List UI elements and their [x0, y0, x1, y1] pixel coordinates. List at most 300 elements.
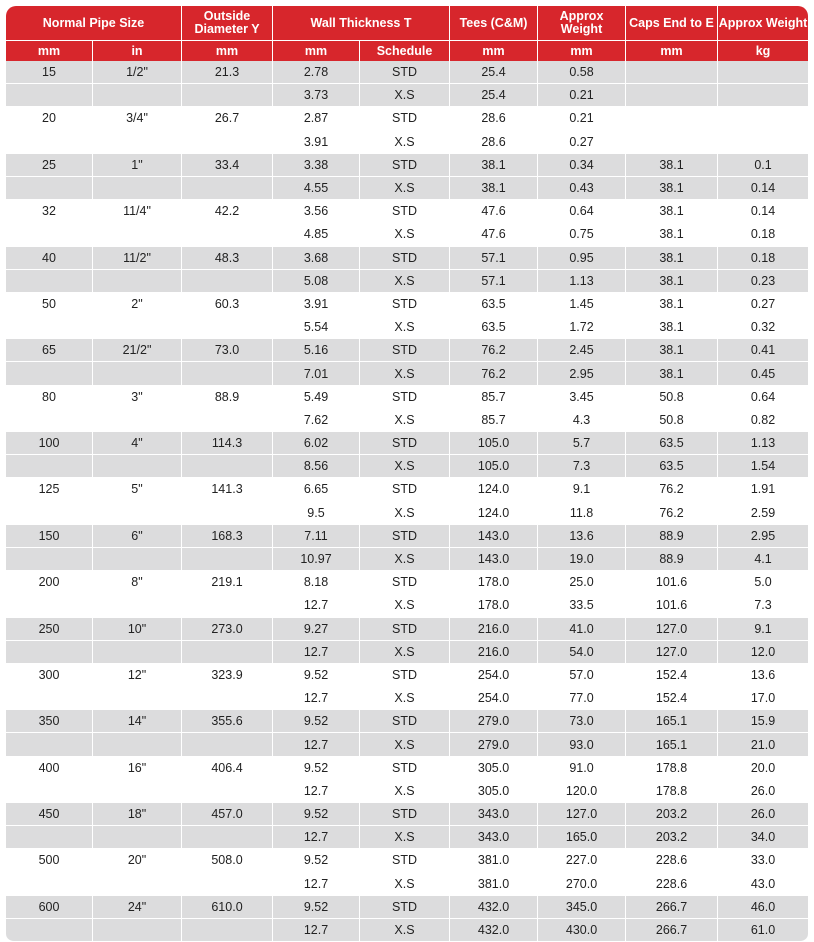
table-cell: 60.3 — [182, 293, 273, 316]
table-cell: 0.23 — [718, 270, 808, 293]
table-cell: 1.13 — [538, 270, 626, 293]
table-cell: 38.1 — [626, 316, 718, 339]
table-cell — [6, 316, 93, 339]
table-cell: 266.7 — [626, 919, 718, 942]
table-cell — [6, 919, 93, 942]
table-cell: 48.3 — [182, 247, 273, 270]
table-cell: 3.45 — [538, 386, 626, 409]
table-cell — [93, 362, 182, 385]
table-cell — [93, 409, 182, 432]
table-cell — [93, 873, 182, 896]
table-cell: 7.01 — [273, 362, 360, 385]
table-cell — [93, 84, 182, 107]
table-cell: 600 — [6, 896, 93, 919]
table-cell: 2.59 — [718, 502, 808, 525]
table-cell: 0.75 — [538, 223, 626, 246]
header-caps-end: Caps End to E — [626, 6, 718, 41]
table-cell: X.S — [360, 502, 450, 525]
table-cell: X.S — [360, 641, 450, 664]
table-cell: 450 — [6, 803, 93, 826]
table-cell: 47.6 — [450, 200, 538, 223]
table-cell — [182, 84, 273, 107]
header-tees: Tees (C&M) — [450, 6, 538, 41]
table-cell: 50.8 — [626, 386, 718, 409]
table-cell: 141.3 — [182, 478, 273, 501]
table-cell: 105.0 — [450, 455, 538, 478]
table-cell: 21.3 — [182, 61, 273, 84]
table-cell: 3.73 — [273, 84, 360, 107]
table-cell: 305.0 — [450, 757, 538, 780]
table-cell: 2.95 — [718, 525, 808, 548]
table-cell: STD — [360, 525, 450, 548]
table-cell: STD — [360, 664, 450, 687]
table-body — [6, 61, 808, 942]
table-cell: 5.54 — [273, 316, 360, 339]
table-cell: 355.6 — [182, 710, 273, 733]
table-cell — [182, 270, 273, 293]
table-cell: 279.0 — [450, 733, 538, 756]
table-cell — [182, 641, 273, 664]
table-row — [6, 687, 808, 710]
table-cell: STD — [360, 200, 450, 223]
table-cell: 350 — [6, 710, 93, 733]
table-cell — [6, 131, 93, 154]
table-cell — [93, 826, 182, 849]
table-row — [6, 247, 808, 270]
table-cell: 0.18 — [718, 223, 808, 246]
table-cell — [6, 873, 93, 896]
table-cell — [93, 223, 182, 246]
table-cell: X.S — [360, 316, 450, 339]
table-cell — [93, 641, 182, 664]
table-row — [6, 896, 808, 919]
table-cell: 12.7 — [273, 780, 360, 803]
table-cell: 127.0 — [626, 618, 718, 641]
table-row — [6, 710, 808, 733]
table-cell: 7.3 — [538, 455, 626, 478]
table-cell: 77.0 — [538, 687, 626, 710]
table-cell: 88.9 — [182, 386, 273, 409]
table-row — [6, 270, 808, 293]
table-cell — [6, 826, 93, 849]
table-cell: STD — [360, 757, 450, 780]
table-cell: 76.2 — [626, 502, 718, 525]
table-cell: 9.27 — [273, 618, 360, 641]
table-cell — [6, 455, 93, 478]
table-cell: 0.27 — [718, 293, 808, 316]
table-cell: 28.6 — [450, 107, 538, 130]
table-row — [6, 61, 808, 84]
table-cell: 216.0 — [450, 641, 538, 664]
table-cell: 254.0 — [450, 687, 538, 710]
table-cell — [626, 61, 718, 84]
table-cell: 270.0 — [538, 873, 626, 896]
table-cell: 4.3 — [538, 409, 626, 432]
table-cell: X.S — [360, 455, 450, 478]
table-cell: 124.0 — [450, 502, 538, 525]
table-cell: 6" — [93, 525, 182, 548]
table-cell — [6, 362, 93, 385]
table-cell: 125 — [6, 478, 93, 501]
table-cell — [93, 780, 182, 803]
table-cell: 85.7 — [450, 409, 538, 432]
table-cell: 0.82 — [718, 409, 808, 432]
table-cell: 143.0 — [450, 548, 538, 571]
table-cell: 0.1 — [718, 154, 808, 177]
table-cell: 3.91 — [273, 293, 360, 316]
table-row — [6, 525, 808, 548]
table-row — [6, 409, 808, 432]
table-cell — [93, 270, 182, 293]
table-cell: 219.1 — [182, 571, 273, 594]
table-cell: 279.0 — [450, 710, 538, 733]
table-cell: 57.0 — [538, 664, 626, 687]
table-cell: STD — [360, 710, 450, 733]
table-row — [6, 548, 808, 571]
table-cell: 152.4 — [626, 664, 718, 687]
table-cell: 38.1 — [626, 339, 718, 362]
table-cell: 0.64 — [538, 200, 626, 223]
table-cell — [182, 826, 273, 849]
table-cell: STD — [360, 107, 450, 130]
table-cell: 12" — [93, 664, 182, 687]
table-cell: 127.0 — [626, 641, 718, 664]
table-cell: 432.0 — [450, 896, 538, 919]
table-cell: 0.14 — [718, 200, 808, 223]
table-row — [6, 223, 808, 246]
table-cell: 11/4" — [93, 200, 182, 223]
table-cell: STD — [360, 896, 450, 919]
table-cell: 76.2 — [450, 362, 538, 385]
table-cell: 1.13 — [718, 432, 808, 455]
table-cell: 228.6 — [626, 849, 718, 872]
table-cell: 508.0 — [182, 849, 273, 872]
table-cell: STD — [360, 571, 450, 594]
table-cell: 88.9 — [626, 525, 718, 548]
table-cell: 21/2" — [93, 339, 182, 362]
table-cell: 20" — [93, 849, 182, 872]
table-cell: 9.52 — [273, 710, 360, 733]
table-cell — [626, 131, 718, 154]
table-cell: 38.1 — [450, 177, 538, 200]
table-cell — [718, 84, 808, 107]
table-cell — [93, 177, 182, 200]
table-cell: 26.0 — [718, 803, 808, 826]
table-cell: X.S — [360, 223, 450, 246]
table-cell — [718, 131, 808, 154]
table-cell: X.S — [360, 270, 450, 293]
table-cell: 34.0 — [718, 826, 808, 849]
table-row — [6, 826, 808, 849]
table-cell: 228.6 — [626, 873, 718, 896]
table-cell: 40 — [6, 247, 93, 270]
table-cell: 143.0 — [450, 525, 538, 548]
table-cell: X.S — [360, 919, 450, 942]
table-cell: 7.3 — [718, 594, 808, 617]
table-cell: 101.6 — [626, 571, 718, 594]
table-cell: 8.18 — [273, 571, 360, 594]
table-cell: 26.7 — [182, 107, 273, 130]
table-cell: 200 — [6, 571, 93, 594]
table-cell: 57.1 — [450, 247, 538, 270]
table-cell: 0.14 — [718, 177, 808, 200]
table-cell: 8.56 — [273, 455, 360, 478]
unit-cell: mm — [273, 41, 360, 61]
table-cell: 65 — [6, 339, 93, 362]
table-row — [6, 177, 808, 200]
header-approx-weight-caps: Approx Weight — [718, 6, 808, 41]
table-cell: 1/2" — [93, 61, 182, 84]
table-cell: 5" — [93, 478, 182, 501]
table-row — [6, 849, 808, 872]
unit-cell: in — [93, 41, 182, 61]
table-cell: 4.55 — [273, 177, 360, 200]
table-cell: 38.1 — [450, 154, 538, 177]
table-cell: 150 — [6, 525, 93, 548]
table-cell: 32 — [6, 200, 93, 223]
table-cell: 57.1 — [450, 270, 538, 293]
table-cell: 0.64 — [718, 386, 808, 409]
table-cell: 114.3 — [182, 432, 273, 455]
table-cell: 38.1 — [626, 270, 718, 293]
table-cell: 9.1 — [718, 618, 808, 641]
unit-cell: mm — [182, 41, 273, 61]
table-cell — [182, 502, 273, 525]
table-cell — [6, 594, 93, 617]
table-cell: STD — [360, 803, 450, 826]
unit-cell: kg — [718, 41, 808, 61]
table-cell: 33.0 — [718, 849, 808, 872]
table-cell: 76.2 — [626, 478, 718, 501]
table-cell: 343.0 — [450, 826, 538, 849]
table-cell: 127.0 — [538, 803, 626, 826]
table-row — [6, 641, 808, 664]
table-cell: 7.62 — [273, 409, 360, 432]
table-cell: 38.1 — [626, 362, 718, 385]
table-cell — [93, 502, 182, 525]
table-cell: 1.91 — [718, 478, 808, 501]
table-cell: 33.5 — [538, 594, 626, 617]
table-cell — [93, 548, 182, 571]
table-cell: 5.08 — [273, 270, 360, 293]
table-cell: 11/2" — [93, 247, 182, 270]
table-cell: X.S — [360, 733, 450, 756]
table-cell: 21.0 — [718, 733, 808, 756]
table-row — [6, 757, 808, 780]
table-cell: 0.95 — [538, 247, 626, 270]
table-cell — [182, 594, 273, 617]
table-cell: 11.8 — [538, 502, 626, 525]
table-cell: 5.7 — [538, 432, 626, 455]
table-cell: 15.9 — [718, 710, 808, 733]
pipe-fittings-table-container — [6, 6, 808, 942]
table-cell: 178.8 — [626, 780, 718, 803]
table-cell: 10" — [93, 618, 182, 641]
table-cell: X.S — [360, 131, 450, 154]
table-row — [6, 200, 808, 223]
table-cell: 12.0 — [718, 641, 808, 664]
table-cell — [718, 61, 808, 84]
table-cell — [6, 733, 93, 756]
table-row — [6, 339, 808, 362]
table-cell — [182, 177, 273, 200]
table-cell — [182, 455, 273, 478]
table-cell: 10.97 — [273, 548, 360, 571]
table-cell: 13.6 — [538, 525, 626, 548]
table-cell: 46.0 — [718, 896, 808, 919]
table-cell: STD — [360, 339, 450, 362]
table-cell: 345.0 — [538, 896, 626, 919]
table-cell: 178.8 — [626, 757, 718, 780]
table-cell: 76.2 — [450, 339, 538, 362]
table-row — [6, 154, 808, 177]
table-cell — [6, 270, 93, 293]
table-cell: 61.0 — [718, 919, 808, 942]
table-cell: STD — [360, 432, 450, 455]
table-cell: 3" — [93, 386, 182, 409]
table-cell: 18" — [93, 803, 182, 826]
table-cell: 16" — [93, 757, 182, 780]
table-cell: 4" — [93, 432, 182, 455]
unit-cell: mm — [626, 41, 718, 61]
table-cell: STD — [360, 61, 450, 84]
table-cell: 1.45 — [538, 293, 626, 316]
table-cell — [6, 409, 93, 432]
table-cell: 254.0 — [450, 664, 538, 687]
table-cell: 4.1 — [718, 548, 808, 571]
table-cell: 93.0 — [538, 733, 626, 756]
table-cell: 63.5 — [626, 432, 718, 455]
table-cell — [6, 687, 93, 710]
table-cell: 3.68 — [273, 247, 360, 270]
unit-cell: mm — [450, 41, 538, 61]
table-cell — [6, 502, 93, 525]
table-cell — [182, 316, 273, 339]
table-cell: 38.1 — [626, 200, 718, 223]
table-cell: 25.0 — [538, 571, 626, 594]
table-row — [6, 386, 808, 409]
table-cell: 12.7 — [273, 641, 360, 664]
table-cell: 17.0 — [718, 687, 808, 710]
table-cell: 105.0 — [450, 432, 538, 455]
table-cell: 38.1 — [626, 247, 718, 270]
table-cell: 227.0 — [538, 849, 626, 872]
table-row — [6, 131, 808, 154]
table-cell: X.S — [360, 548, 450, 571]
table-cell: 14" — [93, 710, 182, 733]
table-cell: 2.45 — [538, 339, 626, 362]
table-cell: X.S — [360, 780, 450, 803]
table-cell: 1.72 — [538, 316, 626, 339]
table-cell: 26.0 — [718, 780, 808, 803]
table-cell: X.S — [360, 409, 450, 432]
header-approx-weight-tees: Approx Weight — [538, 6, 626, 41]
table-cell: 432.0 — [450, 919, 538, 942]
table-cell: 9.52 — [273, 803, 360, 826]
table-row — [6, 919, 808, 942]
table-row — [6, 780, 808, 803]
table-cell: STD — [360, 849, 450, 872]
table-cell: 1.54 — [718, 455, 808, 478]
table-cell: STD — [360, 478, 450, 501]
table-cell: STD — [360, 618, 450, 641]
table-cell: 63.5 — [626, 455, 718, 478]
table-cell: 85.7 — [450, 386, 538, 409]
table-cell: 152.4 — [626, 687, 718, 710]
table-cell: 5.0 — [718, 571, 808, 594]
table-cell: X.S — [360, 873, 450, 896]
table-cell: 25.4 — [450, 84, 538, 107]
table-cell: 12.7 — [273, 826, 360, 849]
table-cell: 33.4 — [182, 154, 273, 177]
table-cell — [182, 780, 273, 803]
table-cell: 216.0 — [450, 618, 538, 641]
table-cell — [93, 919, 182, 942]
table-cell: X.S — [360, 594, 450, 617]
table-row — [6, 293, 808, 316]
table-cell: 165.1 — [626, 710, 718, 733]
table-cell: 38.1 — [626, 223, 718, 246]
table-cell: 0.58 — [538, 61, 626, 84]
table-cell: 165.0 — [538, 826, 626, 849]
table-cell: 1" — [93, 154, 182, 177]
table-cell: 54.0 — [538, 641, 626, 664]
table-cell: 3.56 — [273, 200, 360, 223]
table-cell: 305.0 — [450, 780, 538, 803]
unit-cell: Schedule — [360, 41, 450, 61]
table-cell: 73.0 — [538, 710, 626, 733]
table-cell: STD — [360, 154, 450, 177]
table-cell — [182, 873, 273, 896]
table-cell — [6, 548, 93, 571]
table-cell — [626, 84, 718, 107]
pipe-fittings-table — [6, 6, 808, 942]
table-cell: 9.5 — [273, 502, 360, 525]
table-cell: 25.4 — [450, 61, 538, 84]
table-cell: 165.1 — [626, 733, 718, 756]
table-row — [6, 502, 808, 525]
table-cell — [182, 733, 273, 756]
table-row — [6, 733, 808, 756]
table-cell: 0.21 — [538, 107, 626, 130]
table-cell: 9.52 — [273, 849, 360, 872]
header-wall-thickness: Wall Thickness T — [273, 6, 450, 41]
table-row — [6, 107, 808, 130]
table-cell: 12.7 — [273, 919, 360, 942]
table-cell: 266.7 — [626, 896, 718, 919]
table-cell: 12.7 — [273, 733, 360, 756]
table-cell: 101.6 — [626, 594, 718, 617]
table-cell: 19.0 — [538, 548, 626, 571]
table-cell: 50 — [6, 293, 93, 316]
table-cell — [93, 594, 182, 617]
table-cell: 7.11 — [273, 525, 360, 548]
table-cell — [93, 733, 182, 756]
table-row — [6, 803, 808, 826]
table-cell: 0.21 — [538, 84, 626, 107]
units-row — [6, 41, 808, 61]
table-cell — [93, 687, 182, 710]
table-cell: 178.0 — [450, 594, 538, 617]
table-cell — [6, 780, 93, 803]
table-cell: 168.3 — [182, 525, 273, 548]
table-header — [6, 6, 808, 61]
table-cell: X.S — [360, 84, 450, 107]
table-cell: 323.9 — [182, 664, 273, 687]
unit-cell: mm — [6, 41, 93, 61]
table-cell: 63.5 — [450, 316, 538, 339]
table-row — [6, 316, 808, 339]
